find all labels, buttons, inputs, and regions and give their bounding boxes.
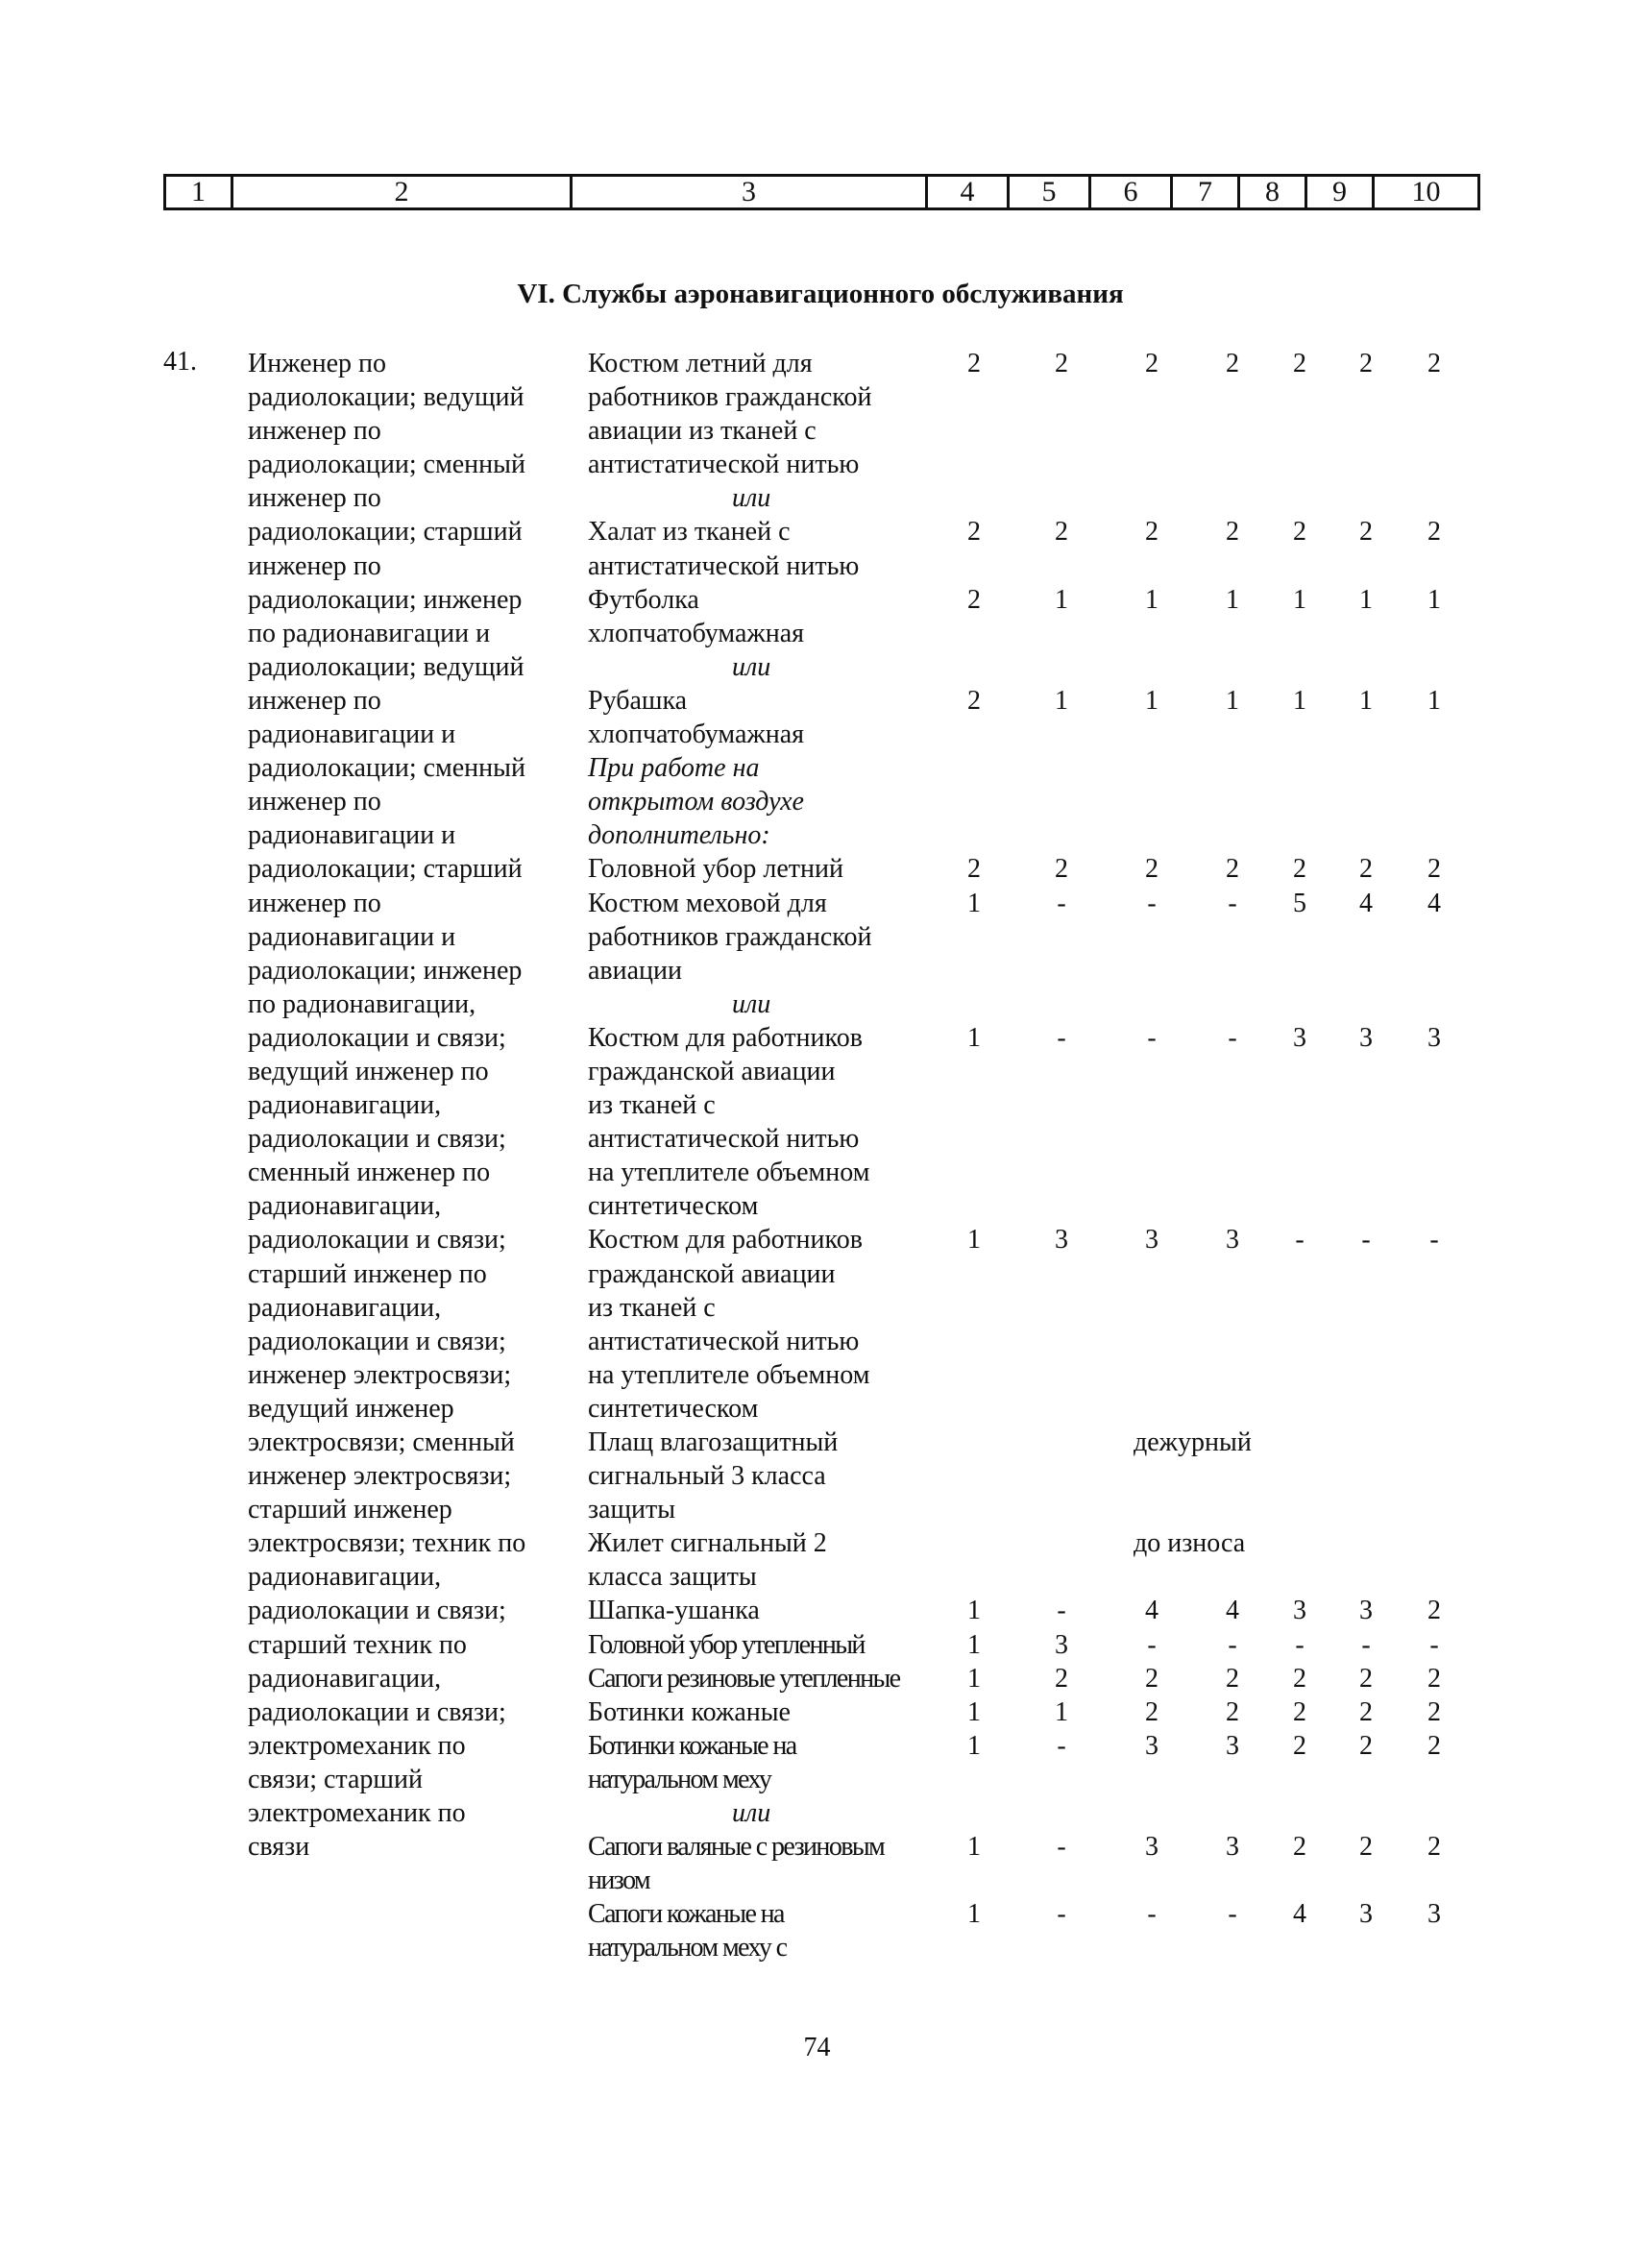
wear-period-value: 2 [1145, 854, 1158, 885]
wear-period-value: 1 [1145, 685, 1158, 716]
wear-period-value: 1 [1427, 685, 1441, 716]
item-row [588, 1695, 1549, 1729]
item-name: низом [588, 1866, 650, 1896]
wear-period-value: 3 [1055, 1225, 1068, 1256]
job-title-line: инженер по [248, 416, 381, 447]
wear-period-value: - [1057, 1596, 1066, 1626]
wear-period-value: 2 [1427, 854, 1441, 885]
wear-period-value: 1 [1359, 584, 1373, 615]
item-name: защиты [588, 1495, 676, 1525]
wear-period-value: 3 [1293, 1596, 1306, 1626]
item-name: Шапка-ушанка [588, 1596, 760, 1626]
item-row [588, 515, 1549, 549]
job-title-line: радиолокации и связи; [248, 1225, 506, 1256]
job-title-line: радиолокации; сменный [248, 753, 525, 784]
item-row [588, 549, 1549, 583]
job-title-line: инженер по [248, 787, 381, 817]
item-name: антистатической нитью [588, 450, 860, 480]
job-title-line: электросвязи; техник по [248, 1528, 526, 1559]
wear-period-value: 1 [967, 1225, 981, 1256]
item-name: дополнительно: [588, 820, 770, 851]
job-title-line: старший инженер по [248, 1258, 487, 1289]
item-row [588, 684, 1549, 718]
job-title-line: радиолокации и связи; [248, 1124, 506, 1155]
wear-period-value: 2 [1055, 854, 1068, 885]
wear-period-value: 2 [1226, 854, 1239, 885]
item-name: Рубашка [588, 685, 688, 716]
job-title-line: радионавигации, [248, 1292, 442, 1323]
item-row [588, 1897, 1549, 1931]
column-number-header [163, 174, 1480, 210]
wear-period-value: 2 [1145, 517, 1158, 548]
or-separator: или [732, 988, 771, 1019]
item-name: антистатической нитью [588, 1326, 860, 1356]
wear-period-value: 3 [1226, 1730, 1239, 1761]
wear-period-value: 2 [1359, 1663, 1373, 1694]
wear-period-value: 2 [1427, 1832, 1441, 1863]
wear-period-value: 4 [1427, 888, 1441, 918]
item-name: Костюм летний для [588, 349, 813, 378]
header-cell: 5 [1009, 176, 1090, 209]
job-title-line: инженер по [248, 685, 381, 716]
item-row [588, 954, 1549, 988]
wear-period-value: 3 [1293, 1022, 1306, 1053]
item-name: синтетическом [588, 1393, 759, 1424]
wear-period-value: - [1361, 1225, 1371, 1256]
wear-period-value: - [1228, 888, 1237, 918]
job-title-line: радиолокации и связи; [248, 1326, 506, 1356]
wear-period-value: 3 [1359, 1899, 1373, 1930]
item-name: работников гражданской [588, 921, 872, 952]
job-title-line: радиолокации; старший [248, 854, 523, 885]
wear-period-value: 2 [1427, 349, 1441, 378]
item-row [588, 1628, 1549, 1662]
wear-period-value: 2 [1427, 517, 1441, 548]
job-title-line: инженер электросвязи; [248, 1359, 512, 1390]
item-name: Сапоги кожаные на [588, 1899, 784, 1930]
wear-period-value: 3 [1226, 1225, 1239, 1256]
item-name: антистатической нитью [588, 1124, 860, 1155]
wear-period-value: 2 [1145, 1663, 1158, 1694]
item-row [588, 1325, 1549, 1358]
job-title-line: радиолокации; инженер [248, 584, 523, 615]
item-name: Жилет сигнальный 2 [588, 1528, 827, 1559]
item-row [588, 887, 1549, 920]
wear-period-value: 1 [967, 1696, 981, 1727]
item-row [588, 1796, 1549, 1830]
wear-period-value: - [1228, 1899, 1237, 1930]
section-title: VI. Службы аэронавигационного обслуживания [517, 279, 1124, 309]
wear-period-value: - [1057, 1832, 1066, 1863]
header-cell: 2 [232, 176, 572, 209]
wear-period-value: - [1057, 1899, 1066, 1930]
item-row [588, 988, 1549, 1021]
wear-period-value: 2 [1226, 1696, 1239, 1727]
wear-period-value: 1 [1427, 584, 1441, 615]
header-cell: 8 [1239, 176, 1306, 209]
wear-period-value: 1 [1293, 685, 1306, 716]
header-cell: 6 [1090, 176, 1172, 209]
job-title-line: радиолокации; ведущий [248, 651, 524, 682]
item-name: гражданской авиации [588, 1056, 836, 1086]
job-title-line: по радионавигации, [248, 988, 476, 1019]
wear-period-value: 2 [1145, 349, 1158, 378]
item-row [588, 1931, 1549, 1964]
wear-period-value: 2 [1293, 854, 1306, 885]
item-name: Сапоги валяные с резиновым [588, 1832, 885, 1863]
item-name: Головной убор летний [588, 854, 843, 885]
item-name: При работе на [588, 753, 760, 784]
wear-period-value: 2 [1359, 1696, 1373, 1727]
job-title-line: радионавигации и [248, 719, 456, 750]
item-name: синтетическом [588, 1191, 759, 1222]
wear-period-value: - [1147, 1899, 1157, 1930]
item-name: авиации из тканей с [588, 416, 817, 447]
wear-period-value: 2 [1226, 517, 1239, 548]
wear-period-value: 3 [1359, 1022, 1373, 1053]
job-title-line: Инженер по [248, 349, 387, 378]
wear-period-value: 2 [967, 517, 981, 548]
job-title-line: радионавигации, [248, 1191, 442, 1222]
wear-period-value: 2 [1359, 854, 1373, 885]
item-name: класса защиты [588, 1562, 757, 1593]
job-title-line: электросвязи; сменный [248, 1427, 515, 1457]
wear-period-value: 1 [967, 1730, 981, 1761]
wear-period-value: 4 [1293, 1899, 1306, 1930]
job-title-line: радиолокации; инженер [248, 955, 523, 986]
item-row [588, 617, 1549, 650]
wear-period-value: 2 [1293, 517, 1306, 548]
wear-period-value: 2 [1427, 1696, 1441, 1727]
wear-period-value: - [1057, 888, 1066, 918]
job-title-line: радионавигации и [248, 921, 456, 952]
wear-period-value: 1 [967, 1022, 981, 1053]
job-title-line: по радионавигации и [248, 618, 491, 648]
wear-period-value: 1 [1293, 584, 1306, 615]
item-row [588, 1493, 1549, 1526]
wear-period-value: 2 [967, 854, 981, 885]
job-titles-column [248, 347, 574, 1864]
item-row [588, 1763, 1549, 1796]
job-title-line: инженер по [248, 888, 381, 918]
job-title-line: связи; старший [248, 1764, 423, 1794]
wear-period-value: 1 [967, 888, 981, 918]
item-name: Футболка [588, 584, 699, 615]
item-name: на утеплителе объемном [588, 1158, 870, 1188]
job-title-line: старший инженер [248, 1495, 452, 1525]
job-title-line: радионавигации и [248, 820, 456, 851]
wear-period-value: - [1429, 1225, 1439, 1256]
item-row [588, 818, 1549, 852]
wear-period-value: 2 [1359, 1730, 1373, 1761]
header-cell: 1 [165, 176, 232, 209]
wear-period-value: - [1429, 1629, 1439, 1660]
job-title-line: радионавигации, [248, 1663, 442, 1694]
wear-period-value: - [1147, 1022, 1157, 1053]
item-name: Сапоги резиновые утепленные [588, 1663, 900, 1694]
item-row [588, 1223, 1549, 1256]
job-title-line: радиолокации; ведущий [248, 382, 524, 413]
job-title-line: электромеханик по [248, 1730, 466, 1761]
job-title-line: ведущий инженер по [248, 1056, 489, 1086]
job-title-line: радиолокации и связи; [248, 1022, 506, 1053]
item-name: натуральном меху с [588, 1933, 787, 1963]
wear-period-value: 3 [1055, 1629, 1068, 1660]
wear-period-value: 2 [1293, 1696, 1306, 1727]
job-title-line: инженер по [248, 483, 381, 514]
item-row [588, 1426, 1549, 1459]
wear-period-value: - [1295, 1629, 1305, 1660]
wear-period-value: 1 [967, 1629, 981, 1660]
or-separator: или [732, 483, 771, 514]
job-title-line: радионавигации, [248, 1562, 442, 1593]
job-title-line: связи [248, 1832, 310, 1863]
wear-period-value: 2 [1293, 1832, 1306, 1863]
item-row [588, 1594, 1549, 1627]
job-title-line: сменный инженер по [248, 1158, 491, 1188]
job-title-line: радиолокации; сменный [248, 450, 525, 480]
wear-period-value: - [1147, 888, 1157, 918]
wear-period-value: 3 [1427, 1022, 1441, 1053]
item-name: Костюм для работников [588, 1225, 863, 1256]
item-name: Костюм меховой для [588, 888, 827, 918]
wear-period-value: 2 [1359, 349, 1373, 378]
item-row [588, 650, 1549, 684]
item-row [588, 1055, 1549, 1088]
wear-period-value: 3 [1359, 1596, 1373, 1626]
wear-period-value: 1 [1226, 685, 1239, 716]
item-name: на утеплителе объемном [588, 1359, 870, 1390]
item-row [588, 1830, 1549, 1864]
item-row [588, 583, 1549, 617]
wear-period-value: - [1057, 1022, 1066, 1053]
item-name: хлопчатобумажная [588, 719, 805, 750]
wear-period-value: 2 [967, 584, 981, 615]
wear-period-value: 1 [967, 1663, 981, 1694]
clothing-items-column [588, 347, 1549, 1965]
wear-period-value: - [1228, 1022, 1237, 1053]
wear-period-value: 4 [1226, 1596, 1239, 1626]
wear-period-value: - [1057, 1730, 1066, 1761]
header-cell: 7 [1172, 176, 1239, 209]
wear-period-value: 1 [1359, 685, 1373, 716]
wear-period-value: 2 [1055, 349, 1068, 378]
wear-period-value: 1 [1055, 584, 1068, 615]
item-row [588, 1358, 1549, 1392]
item-row [588, 1526, 1549, 1560]
wear-period-value: 3 [1145, 1225, 1158, 1256]
wear-note: дежурный [1134, 1427, 1252, 1457]
job-title-line: радиолокации и связи; [248, 1596, 506, 1626]
wear-period-value: 2 [1293, 1730, 1306, 1761]
wear-period-value: 1 [1055, 1696, 1068, 1727]
job-title-line: радиолокации; старший [248, 517, 523, 548]
item-name: открытом воздухе [588, 787, 804, 817]
page-number: 74 [803, 2033, 831, 2062]
item-row [588, 852, 1549, 886]
item-name: Плащ влагозащитный [588, 1427, 839, 1457]
item-row [588, 414, 1549, 448]
item-row [588, 1122, 1549, 1156]
wear-period-value: - [1147, 1629, 1157, 1660]
item-name: из тканей с [588, 1090, 716, 1121]
wear-period-value: 1 [1055, 685, 1068, 716]
item-row [588, 1864, 1549, 1897]
job-title-line: инженер электросвязи; [248, 1461, 512, 1492]
item-row [588, 1257, 1549, 1291]
item-row [588, 380, 1549, 414]
item-row [588, 1729, 1549, 1763]
item-row [588, 1156, 1549, 1189]
item-name: Костюм для работников [588, 1022, 863, 1053]
wear-period-value: 1 [967, 1899, 981, 1930]
wear-period-value: 2 [1293, 349, 1306, 378]
wear-period-value: 2 [1427, 1596, 1441, 1626]
item-row [588, 448, 1549, 481]
row-number: 41. [163, 347, 197, 377]
item-name: Ботинки кожаные на [588, 1730, 796, 1761]
job-title-line: электромеханик по [248, 1798, 466, 1829]
or-separator: или [732, 1798, 771, 1829]
item-row [588, 1662, 1549, 1695]
wear-period-value: 3 [1145, 1730, 1158, 1761]
item-row [588, 1021, 1549, 1055]
item-row [588, 347, 1549, 380]
wear-note: до износа [1134, 1528, 1246, 1559]
wear-period-value: 2 [1359, 517, 1373, 548]
or-separator: или [732, 651, 771, 682]
wear-period-value: 2 [1359, 1832, 1373, 1863]
wear-period-value: 2 [1427, 1663, 1441, 1694]
wear-period-value: 2 [967, 685, 981, 716]
item-row [588, 1088, 1549, 1122]
item-name: хлопчатобумажная [588, 618, 805, 648]
item-row [588, 481, 1549, 515]
job-title-line: старший техник по [248, 1629, 467, 1660]
header-cell: 3 [572, 176, 927, 209]
wear-period-value: - [1228, 1629, 1237, 1660]
item-name: из тканей с [588, 1292, 716, 1323]
item-row [588, 751, 1549, 785]
job-title-line: ведущий инженер [248, 1393, 454, 1424]
header-cell: 4 [927, 176, 1009, 209]
wear-period-value: 2 [1293, 1663, 1306, 1694]
item-row [588, 1189, 1549, 1223]
item-row [588, 1560, 1549, 1594]
wear-period-value: 2 [1145, 1696, 1158, 1727]
wear-period-value: 4 [1359, 888, 1373, 918]
wear-period-value: - [1361, 1629, 1371, 1660]
wear-period-value: 1 [967, 1832, 981, 1863]
wear-period-value: 3 [1427, 1899, 1441, 1930]
wear-period-value: 2 [1427, 1730, 1441, 1761]
item-row [588, 1291, 1549, 1325]
wear-period-value: 2 [1055, 517, 1068, 548]
job-title-line: инженер по [248, 550, 381, 581]
wear-period-value: 3 [1145, 1832, 1158, 1863]
header-cell: 9 [1306, 176, 1374, 209]
wear-period-value: 1 [967, 1596, 981, 1626]
job-title-line: радиолокации и связи; [248, 1696, 506, 1727]
wear-period-value: 1 [1226, 584, 1239, 615]
item-row [588, 785, 1549, 818]
wear-period-value: 2 [1226, 349, 1239, 378]
item-row [588, 1459, 1549, 1493]
wear-period-value: 2 [967, 349, 981, 378]
item-row [588, 920, 1549, 954]
item-name: Халат из тканей с [588, 517, 791, 548]
item-name: натуральном меху [588, 1764, 771, 1794]
wear-period-value: 2 [1226, 1663, 1239, 1694]
item-row [588, 1392, 1549, 1426]
item-row [588, 718, 1549, 751]
wear-period-value: 2 [1055, 1663, 1068, 1694]
wear-period-value: 5 [1293, 888, 1306, 918]
item-name: сигнальный 3 класса [588, 1461, 826, 1492]
wear-period-value: 1 [1145, 584, 1158, 615]
item-name: антистатической нитью [588, 550, 860, 581]
wear-period-value: 4 [1145, 1596, 1158, 1626]
item-name: авиации [588, 955, 683, 986]
item-name: Головной убор утепленный [588, 1629, 865, 1660]
item-name: работников гражданской [588, 382, 872, 413]
item-name: Ботинки кожаные [588, 1696, 791, 1727]
header-cell: 10 [1374, 176, 1479, 209]
wear-period-value: 3 [1226, 1832, 1239, 1863]
job-title-line: радионавигации, [248, 1090, 442, 1121]
wear-period-value: - [1295, 1225, 1305, 1256]
item-name: гражданской авиации [588, 1258, 836, 1289]
